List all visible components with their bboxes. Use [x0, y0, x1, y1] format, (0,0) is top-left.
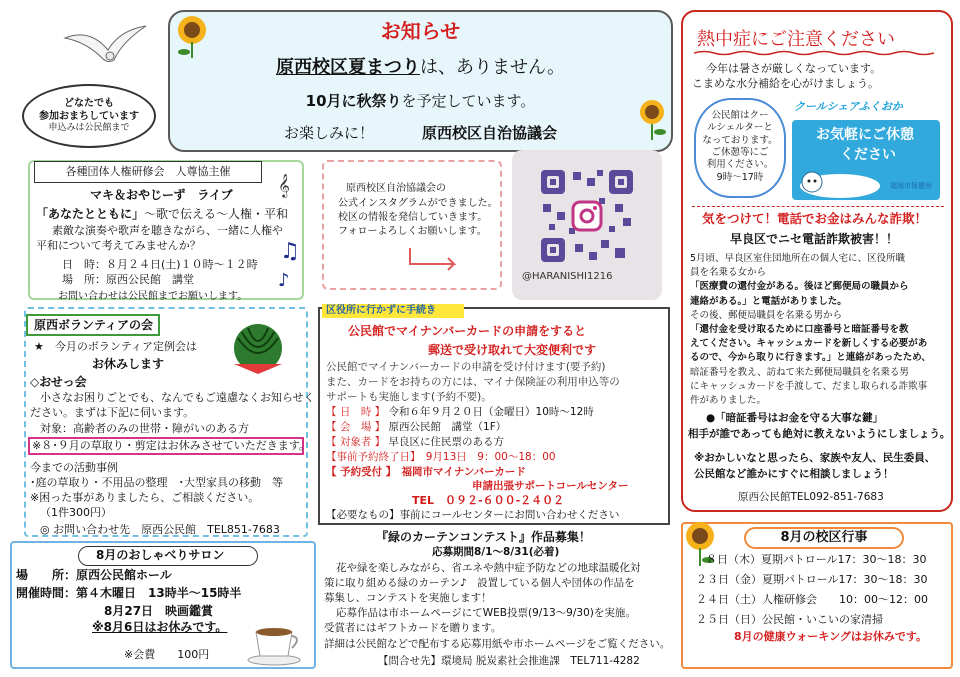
- mynumber-h2: 郵送で受け取れて大変便利です: [428, 343, 597, 357]
- volunteer-l4: 小さなお困りごとでも、なんでもご遠慮なくお知らせく: [40, 391, 315, 404]
- curtain-contact: 【問合せ先】環境局 脱炭素社会推進課 TEL711-4282: [378, 655, 640, 667]
- cool-share-poster: [790, 96, 942, 200]
- fraud-warning1: ●「暗証番号はお金を守る大事な鍵」: [706, 412, 884, 424]
- curtain-period: 応募期間8/1～8/31(必着): [432, 546, 560, 558]
- mynumber-p2: また、カードをお持ちの方には、マイナ保険証の利用申込等の: [326, 376, 620, 388]
- salon-closed: ※8月6日はお休みです。: [92, 620, 228, 634]
- poster-brand: クールシェアふくおか: [794, 100, 903, 113]
- volunteer-title: 原西ボランティアの会: [26, 314, 160, 336]
- curtain-title: 『緑のカーテンコンテスト』作品募集！: [376, 530, 591, 544]
- instagram-handle: @HARANISHI1216: [522, 271, 613, 282]
- curtain-p4: 応募作品は市ホームページにてWEB投票(9/13～9/30)を実施。: [336, 607, 636, 619]
- volunteer-l12: ◎ お問い合わせ先 原西公民館 TEL851-7683: [40, 523, 280, 536]
- svg-text:𝄞: 𝄞: [278, 173, 290, 197]
- poster-msg1: お気軽にご休憩: [816, 127, 914, 143]
- volunteer-l3: ◇おせっ会: [30, 375, 87, 389]
- fraud-title: 気をつけて！電話でお金はみんな詐欺！: [702, 211, 928, 226]
- volunteer-l2: お休みします: [92, 357, 165, 371]
- music-note-icon: [276, 170, 300, 290]
- heat-divider: [692, 206, 944, 207]
- schedule-item: ８日（木）夏期パトロール17：30～18：30: [706, 553, 927, 566]
- training-place: 場 所：原西公民館 講堂: [62, 273, 194, 286]
- mynumber-p1: 公民館でマイナンバーカードの申請を受け付けます(要予約): [326, 361, 606, 373]
- salon-place: 場 所：原西公民館ホール: [16, 568, 172, 582]
- schedule-note: 8月の健康ウォーキングはお休みです。: [734, 630, 928, 643]
- mynumber-h1: 公民館でマイナンバーカードの申請をすると: [348, 324, 587, 338]
- heat-title: 熱中症にご注意ください: [697, 29, 895, 50]
- mynumber-venue: 【 会 場 】 原西公民館 講堂（1F）: [326, 421, 507, 433]
- fraud-contact: 原西公民館TEL092-851-7683: [738, 491, 884, 503]
- sunflower-icon: [172, 12, 212, 58]
- mynumber-deadline: 【事前予約終了日】 9月13日 9：00～18：00: [326, 451, 556, 463]
- volunteer-l1: ★ 今月のボランティア定例会は: [34, 340, 197, 353]
- volunteer-l11: （1件300円）: [40, 506, 112, 519]
- schedule-title: 8月の校区行事: [744, 527, 904, 549]
- fraud-warning3: ※おかしいなと思ったら、家族や友人、民生委員、: [694, 452, 936, 464]
- instagram-l2: 公式インスタグラムができました。: [338, 198, 498, 209]
- mynumber-target: 【 対象者 】 早良区に住民票のある方: [326, 436, 505, 448]
- schedule-list: [696, 550, 928, 630]
- training-title: マキ＆おやじーず ライブ: [90, 188, 233, 202]
- curtain-p3: 募集し、コンテストを実施します！: [324, 592, 492, 604]
- training-header: 各種団体人権研修会 人尊協主催: [34, 161, 262, 183]
- volunteer-l7: ※８･９月の草取り・剪定はお休みさせていただきます。: [28, 437, 304, 455]
- arrow-right-icon: [404, 244, 464, 274]
- training-date: 日 時：８月２４日(土)１０時～１２時: [62, 258, 258, 271]
- training-subtitle: 「あなたとともに」～歌で伝える～人権・平和: [36, 207, 289, 221]
- title-underline: [694, 50, 944, 56]
- salon-date: 8月27日 映画鑑賞: [104, 604, 214, 618]
- mynumber-reserve: 【 予約受付 】 福岡市マイナンバーカード: [326, 466, 526, 478]
- notice-line1: 原西校区夏まつりは、ありません。: [275, 57, 566, 78]
- fraud-body: 5月頃、早良区室住団地所在の個人宅に、区役所職 員を名乗る女から 「医療費の還付金がある。後ほど郵便局の職員から 連絡がある。」と電話がありました。 その後、郵便局職員を名乗る男から 「還付金を受け取るために口座番号と暗証番号を教 えてください。キャッシュカードを新しくする必要があ るので、今から取りに行きます。」と連絡があったため、 暗証番号を教え、訪ねて来た郵便局職員を名乗る男 にキャッシュカードを手渡して、だまし取られる詐欺事 件がありました。: [690, 253, 931, 407]
- speech-bubble: どなたでも 参加おまちしています 申込みは公民館まで: [22, 84, 156, 148]
- curtain-p2: 策に取り組める緑のカーテン♪ 設置している個人や団体の作品を: [324, 577, 635, 589]
- schedule-item: ２３日（金）夏期パトロール17：30～18：30: [696, 573, 928, 586]
- fraud-warning4: 公民館など誰かにすぐに相談しましょう！: [694, 468, 894, 480]
- salon-title: 8月のおしゃべりサロン: [96, 548, 225, 562]
- mynumber-needed: 【必要なもの】事前にコールセンターにお問い合わせください: [326, 509, 620, 521]
- training-desc1: 素敵な演奏や歌声を聴きながら、一緒に人権や: [52, 224, 283, 237]
- curtain-p6: 詳細は公民館などで配布する応募用紙や市ホームページをご覧ください。: [324, 638, 671, 650]
- heat-l2: こまめな水分補給を心がけましょう。: [692, 77, 879, 90]
- shelter-bubble: 公民館はクー ルシェルターと なっております。 ご休憩等にご 利用ください。 9時～17時: [694, 98, 786, 198]
- qr-code-icon[interactable]: [539, 168, 635, 264]
- curtain-p5: 受賞者にはギフトカードを贈ります。: [324, 622, 502, 634]
- volunteer-l6: 対象：高齢者のみの世帯・障がいのある方: [40, 422, 249, 435]
- instagram-l1: 原西校区自治協議会の: [346, 183, 446, 194]
- watermelon-icon: [228, 318, 288, 374]
- curtain-p1: 花や緑を楽しみながら、省エネや熱中症予防などの地球温暖化対: [336, 562, 641, 574]
- fraud-warning2: 相手が誰であっても絶対に教えないようにしましょう。: [688, 428, 951, 440]
- svg-text:♫: ♫: [280, 239, 300, 264]
- notice-line3: お楽しみに！ 原西校区自治協議会: [283, 124, 558, 142]
- instagram-qr-card: [512, 150, 662, 300]
- salon-time: 開催時間：第４木曜日 13時半～15時半: [16, 586, 242, 600]
- mynumber-reserve2: 申請出張サポートコールセンター: [472, 480, 629, 492]
- seagull-icon: [60, 20, 150, 80]
- mynumber-tag: 区役所に行かずに手続き: [322, 304, 464, 318]
- poster-small: 福岡市保健所: [890, 182, 932, 190]
- training-desc2: 平和について考えてみませんか？: [36, 239, 201, 252]
- fraud-subtitle: 早良区でニセ電話詐欺被害！！: [730, 232, 899, 246]
- instagram-l3: 校区の情報を発信していきます。: [338, 212, 488, 223]
- volunteer-l9: ･庭の草取り・不用品の整理 ･大型家具の移動 等: [30, 476, 283, 489]
- volunteer-l5: ださい。まずは下記に伺います。: [30, 406, 195, 419]
- mynumber-date: 【 日 時 】 令和６年９月２０日（金曜日）10時～12時: [326, 406, 594, 418]
- training-contact: お問い合わせは公民館までお願いします。: [58, 291, 248, 302]
- coffee-cup-icon: [246, 616, 306, 666]
- poster-msg2: ください: [840, 147, 896, 163]
- schedule-item: ２５日（日）公民館・いこいの家清掃: [696, 613, 883, 626]
- schedule-item: ２４日（土）人権研修会 10：00～12：00: [696, 593, 928, 606]
- mynumber-tel: TEL ０９２-６００-２４０２: [412, 494, 565, 507]
- notice-title: お知らせ: [380, 19, 461, 43]
- sunflower-icon: [634, 96, 670, 140]
- salon-fee: ※会費 100円: [124, 648, 210, 661]
- notice-line2: 10月に秋祭りを予定しています。: [305, 92, 536, 110]
- volunteer-l10: ※困った事がありましたら、ご相談ください。: [30, 491, 260, 504]
- mynumber-p3: サポートも実施します(予約不要)。: [326, 391, 492, 403]
- resting-character-icon: [796, 164, 886, 198]
- volunteer-l8: 今までの活動事例: [30, 461, 118, 474]
- notice-box: [168, 10, 673, 152]
- svg-text:♪: ♪: [278, 270, 290, 290]
- instagram-l4: フォローよろしくお願いします。: [338, 226, 487, 237]
- poster-panel: [792, 120, 940, 200]
- heat-l1: 今年は暑さが厳しくなっています。: [706, 62, 882, 75]
